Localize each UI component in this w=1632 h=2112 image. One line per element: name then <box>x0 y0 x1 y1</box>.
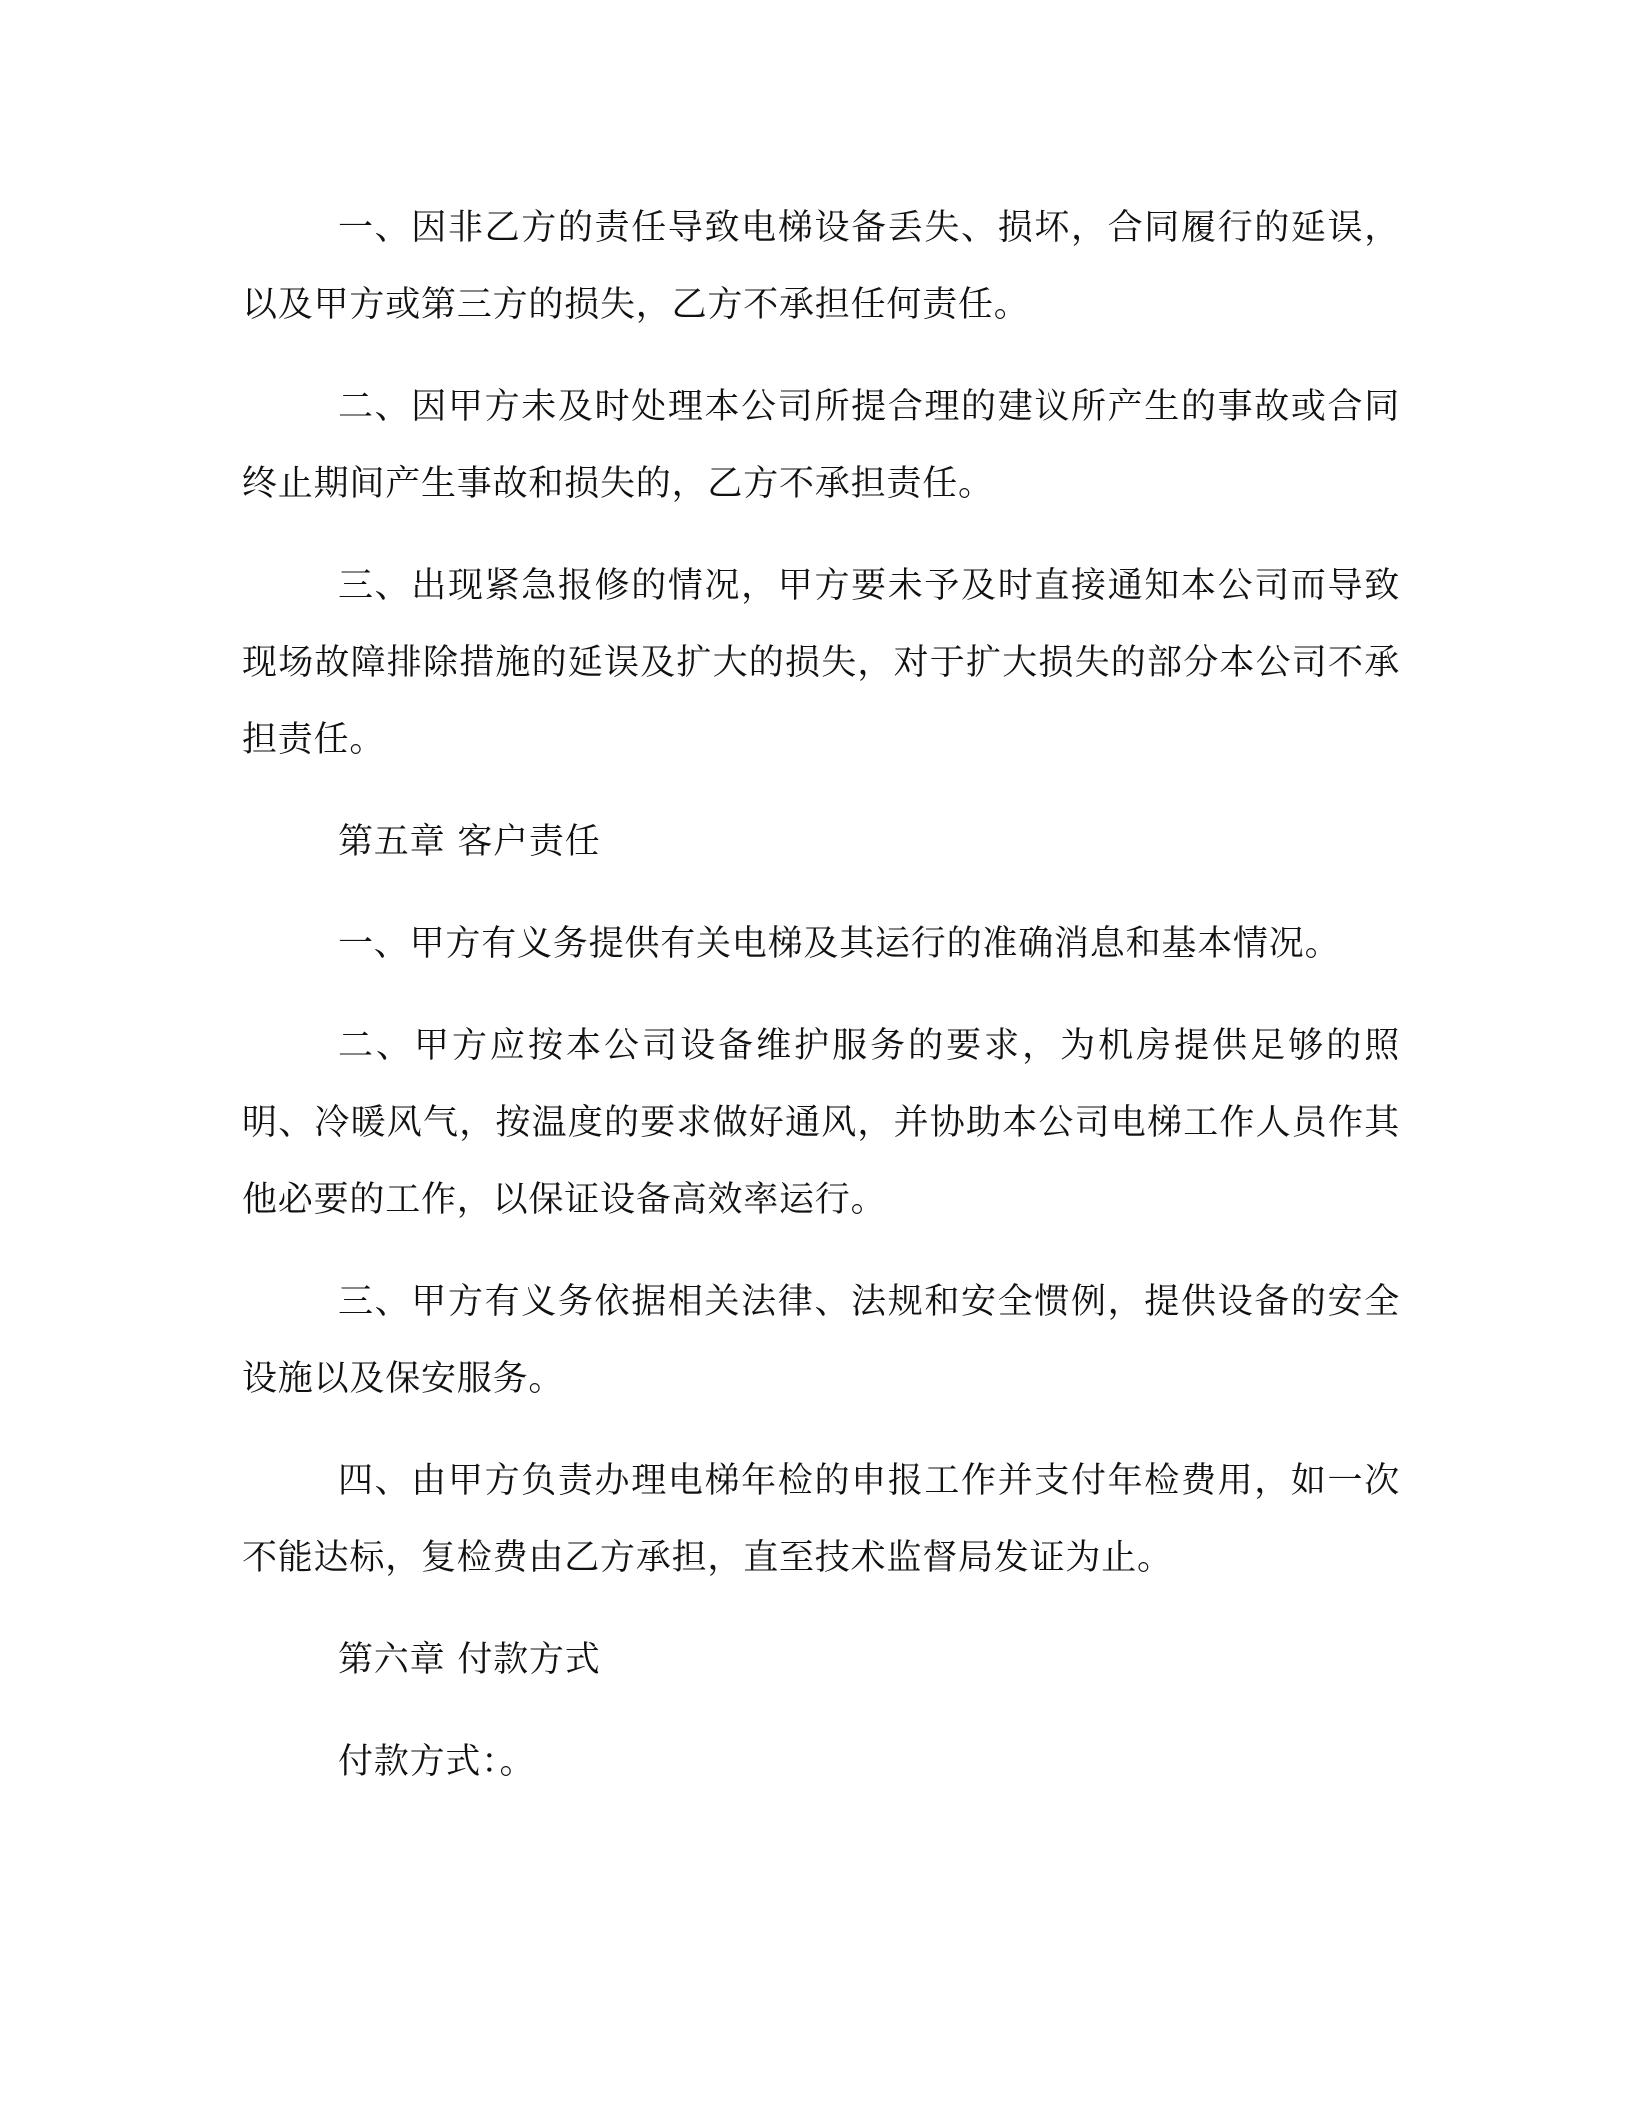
document-body <box>242 190 1400 1801</box>
clause-no-liability-loss: 一、因非乙方的责任导致电梯设备丢失、损坏，合同履行的延误，以及甲方或第三方的损失，乙方不承担任何责任。 <box>242 208 1400 325</box>
payment-method-line: 付款方式：。 <box>338 1742 536 1782</box>
clause-emergency-repair: 三、出现紧急报修的情况，甲方要未予及时直接通知本公司而导致现场故障排除措施的延误及扩大的损失，对于扩大损失的部分本公司不承担责任。 <box>242 566 1400 760</box>
clause-safety-facilities: 三、甲方有义务依据相关法律、法规和安全惯例，提供设备的安全设施以及保安服务。 <box>242 1282 1400 1399</box>
chapter-heading-payment-method: 第六章 付款方式 <box>338 1640 601 1680</box>
clause-no-liability-suggestion: 二、因甲方未及时处理本公司所提合理的建议所产生的事故或合同终止期间产生事故和损失的，乙方不承担责任。 <box>242 387 1400 504</box>
clause-machine-room-conditions: 二、甲方应按本公司设备维护服务的要求，为机房提供足够的照明、冷暖风气，按温度的要求做好通风，并协助本公司电梯工作人员作其他必要的工作，以保证设备高效率运行。 <box>242 1026 1400 1220</box>
clause-provide-information: 一、甲方有义务提供有关电梯及其运行的准确消息和基本情况。 <box>338 924 1341 964</box>
clause-annual-inspection: 四、由甲方负责办理电梯年检的申报工作并支付年检费用，如一次不能达标，复检费由乙方承担，直至技术监督局发证为止。 <box>242 1461 1400 1578</box>
chapter-heading-customer-responsibility: 第五章 客户责任 <box>338 822 601 862</box>
